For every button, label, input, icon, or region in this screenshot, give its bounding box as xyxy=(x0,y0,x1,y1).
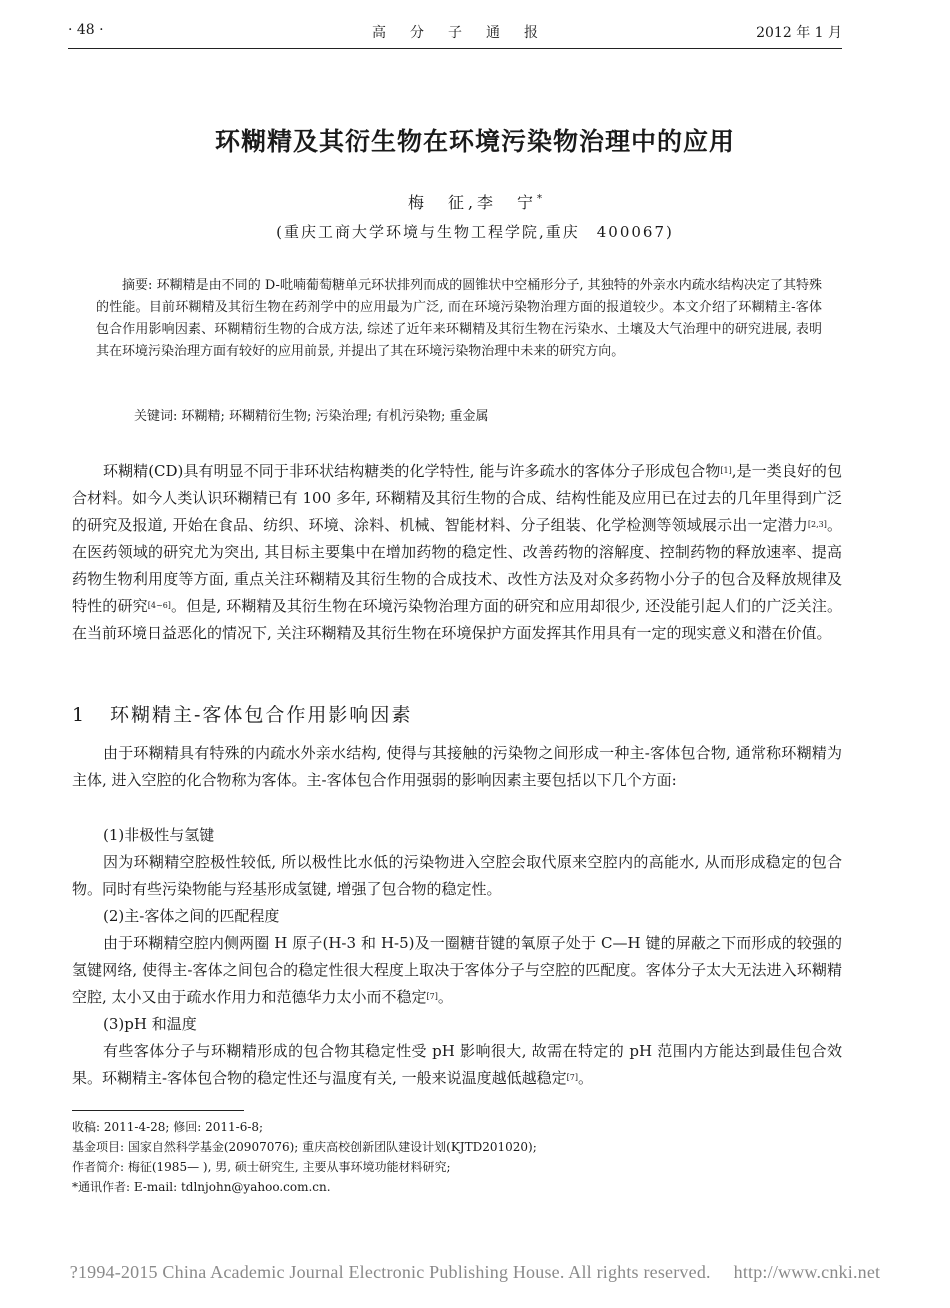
footnote-received: 收稿: 2011-4-28; 修回: 2011-6-8; xyxy=(72,1120,264,1134)
subsection-3-text: 有些客体分子与环糊精形成的包合物其稳定性受 pH 影响很大, 故需在特定的 pH 范围内方能达到最佳包合效果。环糊精主-客体包合物的稳定性还与温度有关, 一般来说温度越低越稳定 xyxy=(72,1042,842,1087)
affiliation: (重庆工商大学环境与生物工程学院,重庆 400067) xyxy=(276,223,674,241)
subsection-2-paragraph xyxy=(72,930,842,1011)
author-line xyxy=(0,190,950,213)
footnotes xyxy=(72,1117,842,1197)
section-number: 1 xyxy=(72,704,87,726)
intro-text-1: 环糊精(CD)具有明显不同于非环状结构糖类的化学特性, 能与许多疏水的客体分子形成包合物 xyxy=(103,462,721,480)
intro-text-4: 。但是, 环糊精及其衍生物在环境污染物治理方面的研究和应用却很少, 还没能引起人们的广泛关注。在当前环境日益恶化的情况下, 关注环糊精及其衍生物在环境保护方面发挥其作用具有一定的现实意义和潜在价值。 xyxy=(72,597,842,642)
footnote-fund: 基金项目: 国家自然科学基金(20907076); 重庆高校创新团队建设计划(KJTD201020); xyxy=(72,1140,537,1154)
header-rule xyxy=(68,48,842,49)
journal-name: 高分子通报 xyxy=(372,25,562,41)
running-header xyxy=(68,22,842,44)
section-heading xyxy=(72,700,412,727)
intro-paragraph xyxy=(72,458,842,647)
subsection-3-end: 。 xyxy=(577,1069,593,1087)
intro-text-2: ,是一类良好的包合材料。如今人类认识环糊精已有 100 多年, 环糊精及其衍生物的合成、结构性能及应用已在过去的几年里得到广泛的研究及报道, 开始在食品、纺织、环境、涂料、机械、智能材料、分子组装、化学检测等领域展示出一定潜力 xyxy=(72,462,843,534)
copyright-notice: ?1994-2015 China Academic Journal Electronic Publishing House. All rights reserved. http://www.cnki.net xyxy=(69,1262,881,1282)
subheading-2: (2)主-客体之间的匹配程度 xyxy=(103,907,280,925)
issue-date: 2012 年 1 月 xyxy=(756,25,842,41)
citation-1: [1] xyxy=(720,466,732,475)
citation-2: [2,3] xyxy=(807,520,827,529)
subheading-1: (1)非极性与氢键 xyxy=(103,826,215,844)
subsection-1-paragraph: 因为环糊精空腔极性较低, 所以极性比水低的污染物进入空腔会取代原来空腔内的高能水, 从而形成稳定的包合物。同时有些污染物能与羟基形成氢键, 增强了包合物的稳定性。 xyxy=(72,853,842,898)
subheading-3: (3)pH 和温度 xyxy=(103,1015,197,1033)
section-title: 环糊精主-客体包合作用影响因素 xyxy=(110,704,413,726)
footnote-bio: 作者简介: 梅征(1985— ), 男, 硕士研究生, 主要从事环境功能材料研究; xyxy=(72,1160,451,1174)
footnote-rule xyxy=(72,1110,244,1111)
citation-7b: [7] xyxy=(566,1073,578,1082)
subsection-3-paragraph xyxy=(72,1038,842,1092)
authors: 梅 征,李 宁 xyxy=(407,193,538,212)
subsection-2-end: 。 xyxy=(437,988,453,1006)
citation-7a: [7] xyxy=(426,992,438,1001)
subsection-2-text: 由于环糊精空腔内侧两圈 H 原子(H-3 和 H-5)及一圈糖苷键的氧原子处于 C—H 键的屏蔽之下而形成的较强的氢键网络, 使得主-客体之间包合的稳定性很大程度上取决于客体分子与空腔的匹配度。客体分子太大无法进入环糊精空腔, 太小又由于疏水作用力和范德华力太小而不稳定 xyxy=(72,934,842,1006)
intro-text-3: 。在医药领域的研究尤为突出, 其目标主要集中在增加药物的稳定性、改善药物的溶解度、控制药物的释放速率、提高药物生物利用度等方面, 重点关注环糊精及其衍生物的合成技术、改性方法及对众多药物小分子的包合及释放规律及特性的研究 xyxy=(72,516,842,615)
footnote-contact: *通讯作者: E-mail: tdlnjohn@yahoo.com.cn. xyxy=(72,1180,331,1194)
keywords: 关键词: 环糊精; 环糊精衍生物; 污染治理; 有机污染物; 重金属 xyxy=(134,409,489,424)
page-number: · 48 · xyxy=(68,22,104,38)
corresponding-mark: * xyxy=(537,193,543,205)
article-title: 环糊精及其衍生物在环境污染物治理中的应用 xyxy=(214,127,735,156)
abstract: 摘要: 环糊精是由不同的 D-吡喃葡萄糖单元环状排列而成的圆锥状中空桶形分子, 其独特的外亲水内疏水结构决定了其特殊的性能。目前环糊精及其衍生物在药剂学中的应用最为广泛, 而在环境污染物治理方面的报道较少。本文介绍了环糊精主-客体包合作用影响因素、环糊精衍生物的合成方法, 综述了近年来环糊精及其衍生物在污染水、土壤及大气治理中的研究进展, 表明其在环境污染治理方面有较好的应用前景, 并提出了其在环境污染物治理中未来的研究方向。 xyxy=(96,278,822,359)
section-intro-paragraph: 由于环糊精具有特殊的内疏水外亲水结构, 使得与其接触的污染物之间形成一种主-客体包合物, 通常称环糊精为主体, 进入空腔的化合物称为客体。主-客体包合作用强弱的影响因素主要包括以下几个方面: xyxy=(72,744,842,789)
citation-3: [4~6] xyxy=(147,601,171,610)
